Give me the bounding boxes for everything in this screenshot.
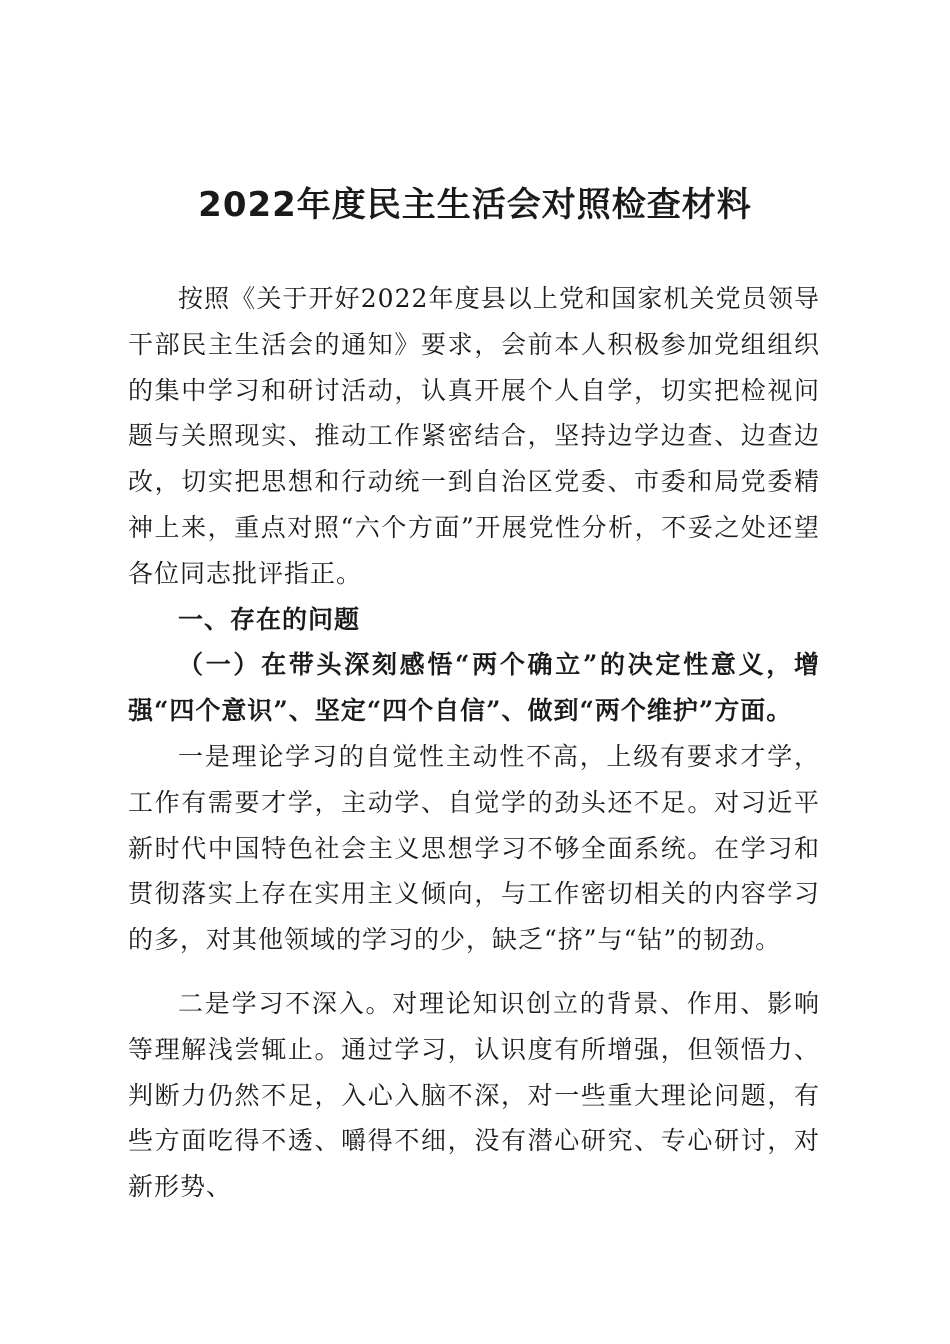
section-heading-problems: 一、存在的问题 — [178, 604, 361, 634]
document-body — [128, 276, 820, 1210]
document-title: 2022年度民主生活会对照检查材料 — [198, 185, 752, 225]
point-paragraph-2: 二是学习不深入。对理论知识创立的背景、作用、影响等理解浅尝辄止。通过学习，认识度有所增强，但领悟力、判断力仍然不足，入心入脑不深，对一些重大理论问题，有些方面吃得不透、嚼得不细，没有潜心研究、专心研讨，对新形势、 — [128, 988, 820, 1202]
paragraph-gap — [128, 963, 820, 981]
intro-paragraph: 按照《关于开好2022年度县以上党和国家机关党员领导干部民主生活会的通知》要求，会前本人积极参加党组组织的集中学习和研讨活动，认真开展个人自学，切实把检视问题与关照现实、推动工作紧密结合，坚持边学边查、边查边改，切实把思想和行动统一到自治区党委、市委和局党委精神上来，重点对照“六个方面”开展党性分析，不妥之处还望各位同志批评指正。 — [128, 284, 820, 588]
subsection-heading-1: （一）在带头深刻感悟“两个确立”的决定性意义，增强“四个意识”、坚定“四个自信”、做到“两个维护”方面。 — [128, 650, 820, 726]
point-paragraph-1: 一是理论学习的自觉性主动性不高，上级有要求才学，工作有需要才学，主动学、自觉学的劲头还不足。对习近平新时代中国特色社会主义思想学习不够全面系统。在学习和贯彻落实上存在实用主义倾向，与工作密切相关的内容学习的多，对其他领域的学习的少，缺乏“挤”与“钻”的韧劲。 — [128, 741, 820, 955]
